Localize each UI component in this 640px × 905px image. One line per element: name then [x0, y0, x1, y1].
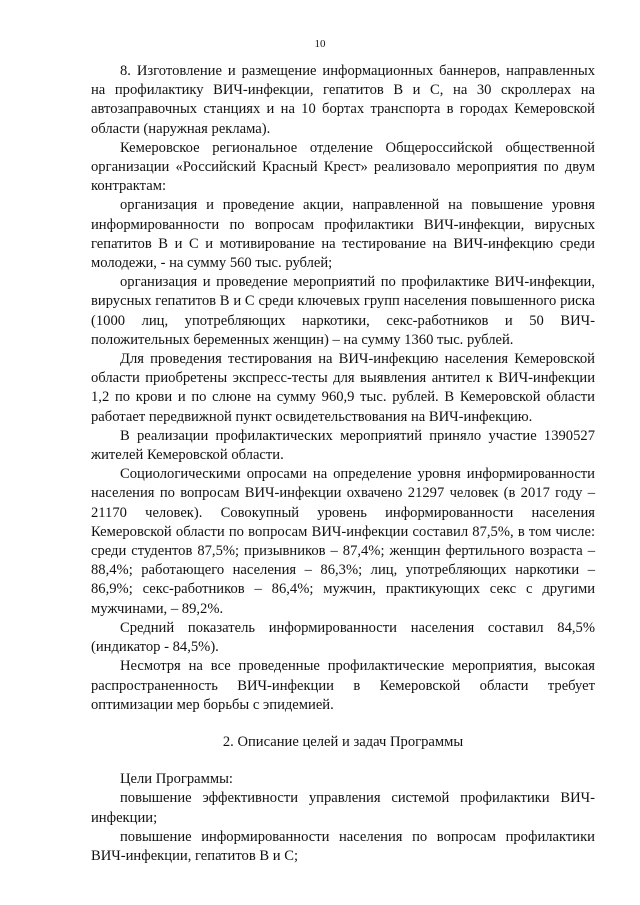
paragraph-surveys: Социологическими опросами на определение уровня информированности населения по вопросам ВИЧ-инфекции охвачено 21297 человек (в 2017 году – 21170 человек). Совокупный уровень информированности населения Кемеровской области по вопросам ВИЧ-инфекции составил 87,5%, в том числе: среди студентов 87,5%; призывников – 87,4%; женщин фертильного возраста – 88,4%; работающего населения – 86,3%; лиц, употребляющих наркотики – 86,9%; секс-работников – 86,4%; мужчин, практикующих секс с другими мужчинами, – 89,2%.	[91, 466, 595, 617]
paragraph-contract-risk-groups: организация и проведение мероприятий по профилактике ВИЧ-инфекции, вирусных гепатитов В и С среди ключевых групп населения повышенного риска (1000 лиц, употребляющих наркотики, секс-работников и 50 ВИЧ-положительных беременных женщин) – на сумму 1360 тыс. рублей.	[91, 274, 595, 348]
goal-item: повышение информированности населения по вопросам профилактики ВИЧ-инфекции, гепатитов В и С;	[91, 828, 595, 864]
paragraph-banners: 8. Изготовление и размещение информационных баннеров, направленных на профилактику ВИЧ-инфекции, гепатитов В и С, на 30 скроллерах на автозаправочных станциях и на 10 бортах транспорта в городах Кемеровской области (наружная реклама).	[91, 63, 595, 137]
section-heading: 2. Описание целей и задач Программы	[222, 733, 464, 750]
paragraph-red-cross: Кемеровское региональное отделение Общероссийской общественной организации «Российский Красный Крест» реализовало мероприятия по двум контрактам:	[91, 139, 595, 195]
paragraph-testing: Для проведения тестирования на ВИЧ-инфекцию населения Кемеровской области приобретены экспресс-тесты для выявления антител к ВИЧ-инфекции 1,2 по крови и по слюне на сумму 960,9 тыс. рублей. В Кемеровской области работает передвижной пункт освидетельствования на ВИЧ-инфекцию.	[91, 351, 595, 425]
paragraph-average-indicator: Средний показатель информированности населения составил 84,5% (индикатор - 84,5%).	[91, 619, 595, 656]
document-body	[91, 62, 595, 866]
page-number: 10	[314, 38, 326, 50]
goal-item: повышение эффективности управления системой профилактики ВИЧ-инфекции;	[91, 790, 595, 826]
paragraph-contract-youth: организация и проведение акции, направленной на повышение уровня информированности по вопросам профилактики ВИЧ-инфекции, вирусных гепатитов В и С и мотивирование на тестирование на ВИЧ-инфекцию среди молодежи, - на сумму 560 тыс. рублей;	[91, 197, 595, 272]
paragraph-participants: В реализации профилактических мероприятий приняло участие 1390527 жителей Кемеровской области.	[91, 427, 595, 464]
paragraph-prevalence: Несмотря на все проведенные профилактические мероприятия, высокая распространенность ВИЧ-инфекции в Кемеровской области требует оптимизации мер борьбы с эпидемией.	[91, 658, 595, 713]
goals-intro: Цели Программы:	[120, 771, 233, 788]
